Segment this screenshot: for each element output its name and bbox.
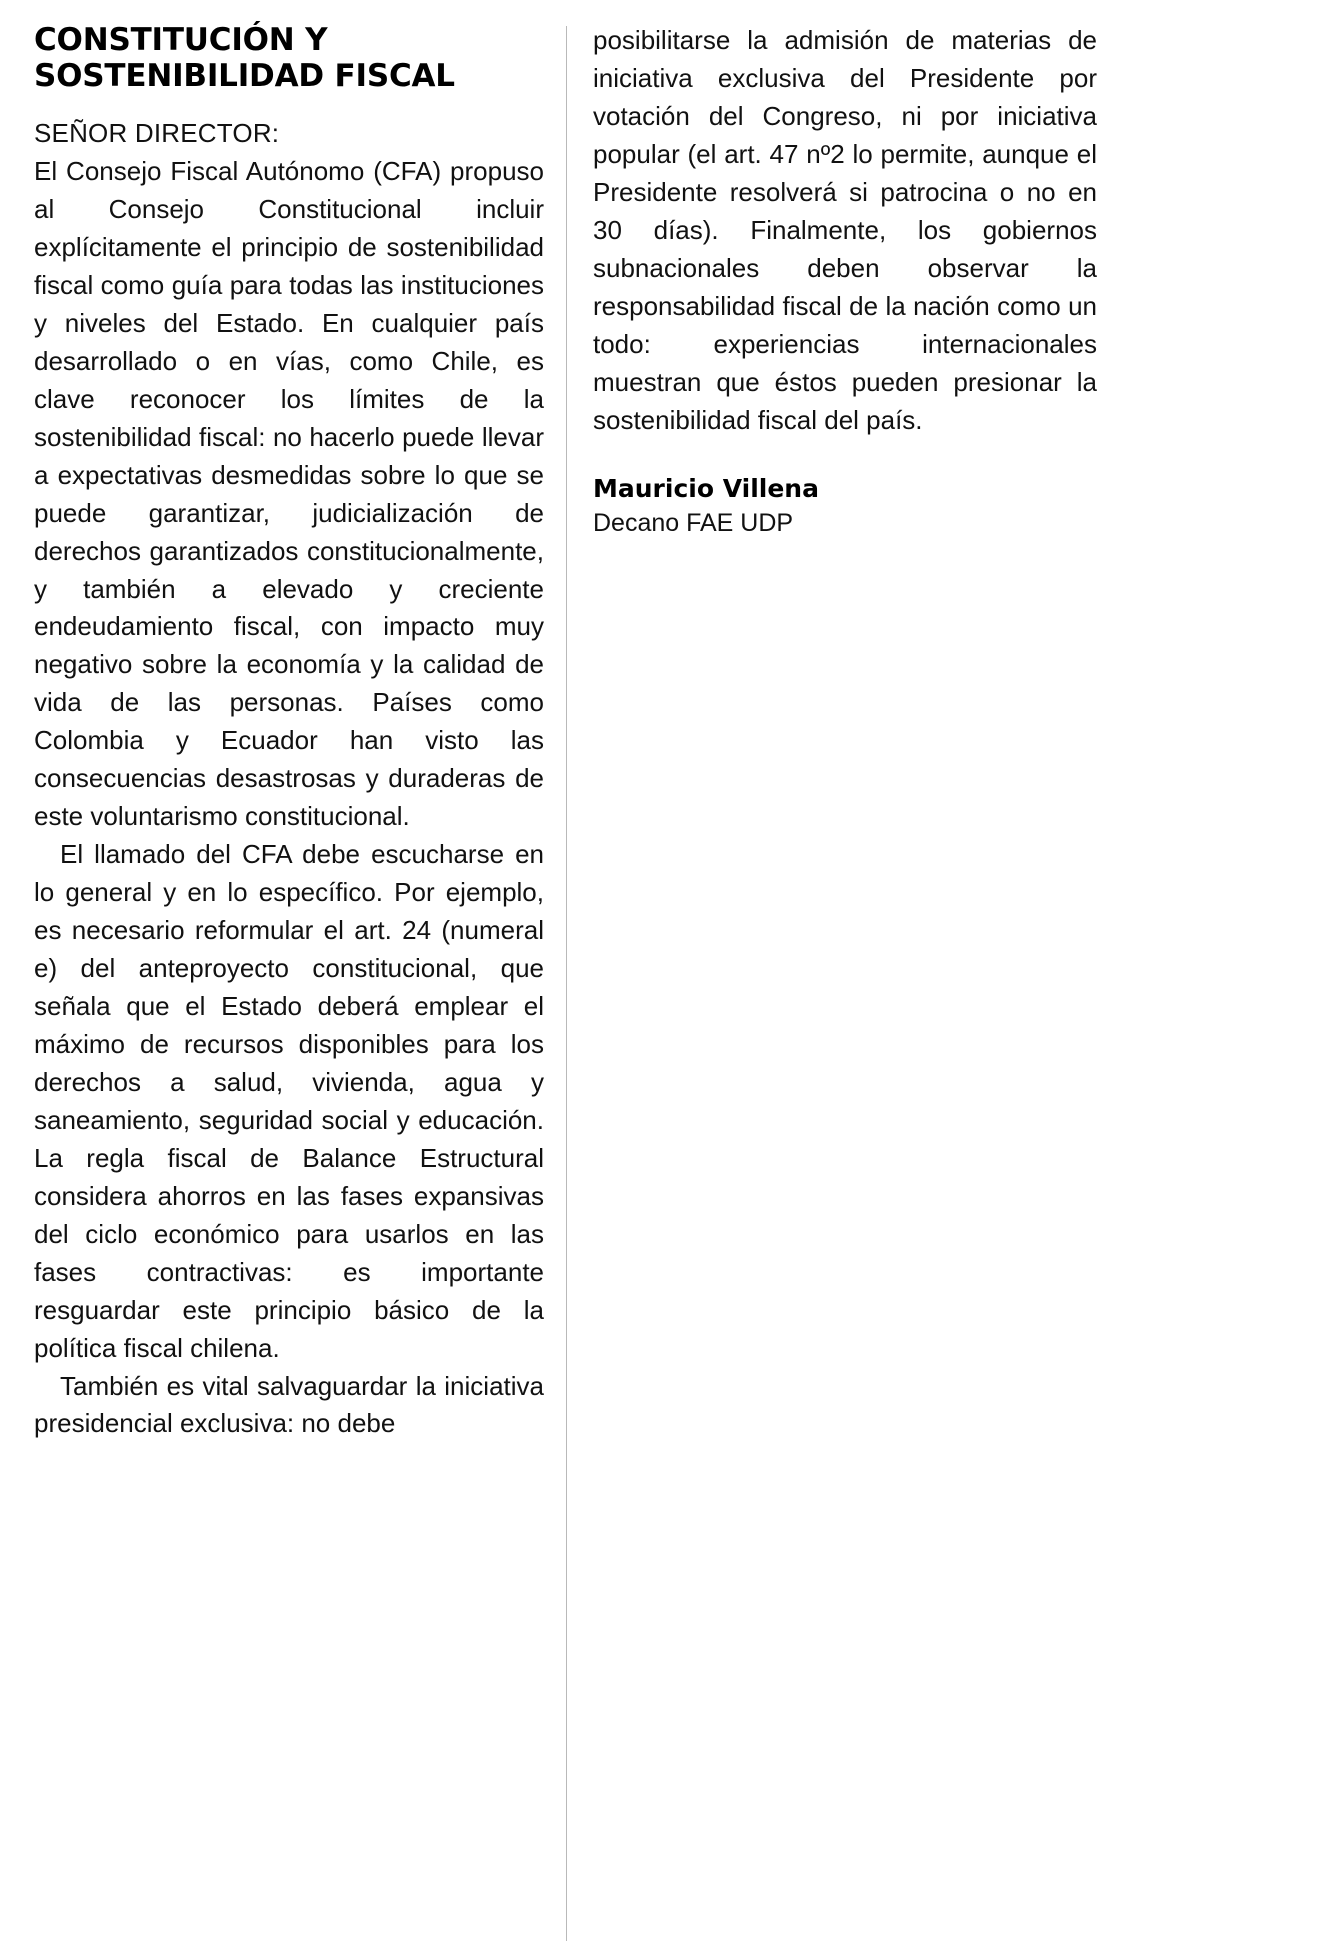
body-paragraph-3: También es vital salvaguardar la iniciativa presidencial exclusiva: no debe bbox=[34, 1370, 544, 1439]
headline-line-1: CONSTITUCIÓN Y bbox=[34, 22, 328, 58]
author-role: Decano FAE UDP bbox=[593, 508, 794, 537]
body-paragraph-2: El llamado del CFA debe escucharse en lo general y en lo específico. Por ejemplo, es necesario reformular el art. 24 (numeral e) del anteproyecto constitucional, que señala que el Estado deberá emplear el máximo de recursos disponibles para los derechos a salud, vivienda, agua y saneamiento, seguridad social y educación. La regla fiscal de Balance Estructural considera ahorros en las fases expansivas del ciclo económico para usarlos en las fases contractivas: es importante resguardar este principio básico de la política fiscal chilena. bbox=[34, 839, 544, 1363]
signature-block bbox=[593, 473, 1097, 539]
two-column-layout bbox=[34, 22, 1293, 1951]
author-name: Mauricio Villena bbox=[593, 474, 819, 504]
headline-line-2: SOSTENIBILIDAD FISCAL bbox=[34, 58, 455, 95]
salutation: SEÑOR DIRECTOR: bbox=[34, 117, 280, 148]
right-column bbox=[567, 22, 1097, 539]
left-column bbox=[34, 22, 566, 1443]
page-title bbox=[34, 22, 544, 95]
body-paragraph-1: El Consejo Fiscal Autónomo (CFA) propuso al Consejo Constitucional incluir explícitamente el principio de sostenibilidad fiscal como guía para todas las instituciones y niveles del Estado. En cualquier país desarrollado o en vías, como Chile, es clave reconocer los límites de la sostenibilidad fiscal: no hacerlo puede llevar a expectativas desmedidas sobre lo que se puede garantizar, judicialización de derechos garantizados constitucionalmente, y también a elevado y creciente endeudamiento fiscal, con impacto muy negativo sobre la economía y la calidad de vida de las personas. Países como Colombia y Ecuador han visto las consecuencias desastrosas y duraderas de este voluntarismo constitucional. bbox=[34, 156, 544, 832]
body-paragraph-4: posibilitarse la admisión de materias de iniciativa exclusiva del Presidente por votación del Congreso, ni por iniciativa popular (el art. 47 nº2 lo permite, aunque el Presidente resolverá si patrocina o no en 30 días). Finalmente, los gobiernos subnacionales deben observar la responsabilidad fiscal de la nación como un todo: experiencias internacionales muestran que éstos pueden presionar la sostenibilidad fiscal del país. bbox=[593, 25, 1097, 435]
